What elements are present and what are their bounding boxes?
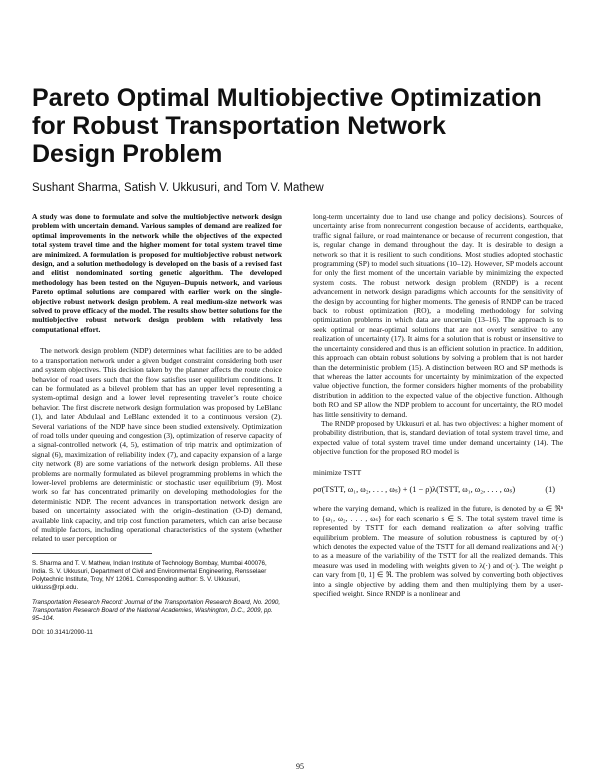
equation-body: ρσ(TSTT, ω₁, ω₂, . . . , ωₛ) + (1 − ρ)λ(TSTT, ω₁, ω₂, . . . , ωₛ) bbox=[313, 484, 516, 494]
left-column bbox=[32, 212, 282, 643]
title-line-2: for Robust Transportation Network bbox=[32, 112, 446, 140]
page-number: 95 bbox=[296, 762, 304, 771]
equation-number: (1) bbox=[545, 484, 555, 494]
title-line-3: Design Problem bbox=[32, 140, 223, 168]
author-affiliations: S. Sharma and T. V. Mathew, Indian Institute of Technology Bombay, Mumbai 400076, India. S. V. Ukkusuri, Department of Civil and Environmental Engineering, Rensselaer Polytechnic Institute, Troy, NY 12061. Corresponding author: S. V. Ukkusuri, ukkuss@rpi.edu. bbox=[32, 559, 267, 592]
body-paragraph-2: The RNDP proposed by Ukkusuri et al. has two objectives: a higher moment of probability distribution, that is, standard deviation of total system travel time, and expected value of total system travel time under demand uncertainty (14). The objective function for the proposed RO model is bbox=[313, 418, 563, 457]
equation-1 bbox=[313, 485, 563, 494]
minimize-label: minimize TSTT bbox=[313, 467, 362, 477]
abstract: A study was done to formulate and solve the multiobjective network design problem with uncertain demand. Various samples of demand are realized for optimal improvements in the network while the objectives of the expected total system travel time and the higher moment for total system travel time are minimized. A formulation is proposed for multiobjective robust network design, and a solution methodology is developed on the basis of a revised fast and elitist nondominated sorting genetic algorithm. The developed methodology has been tested on the Nguyen–Dupuis network, and various Pareto optimal solutions are compared with earlier work on the single-objective robust network design problem. A real medium-size network was solved to prove efficacy of the model. The results show better solutions for the multiobjective robust network design problem with relatively less computational effort. bbox=[32, 212, 282, 334]
paper-title bbox=[32, 84, 572, 168]
doi: DOI: 10.3141/2090-11 bbox=[32, 629, 93, 637]
intro-paragraph: The network design problem (NDP) determines what facilities are to be added to a transportation network under a given budget constraint considering both user and system objectives. This decision taken by the planner affects the route choice behavior of road users such that the flow satisfies user equilibrium conditions. It can be formulated as a bilevel problem that has an upper level representing a system-optimal design and a lower level representing traveler’s route choice behavior. The first discrete network design formulation was proposed by LeBlanc (1), and later Abdulaal and LeBlanc extended it to a continuous version (2). Several variations of the NDP have since been studied extensively. Optimization of road tolls under queuing and congestion (3), optimization of reserve capacity of a signal-controlled network (4, 5), estimation of trip matrix and optimization of signal (6), maximization of reliability index (7), and capacity expansion of a large city network (8) are some variations of the network design problems. All these problems are normally formulated as bilevel programming problems in which the lower-level problems are deterministic or stochastic user equilibrium (9). Most work so far has concentrated primarily on developing methodologies for the deterministic NDP. The recent advances in transportation network design are based on uncertainty associated with the origin–destination (O-D) demand, available link capacity, and trip cost function parameters, which can arise because of multiple factors, including operational characteristics of the system (whether related to user perception or bbox=[32, 346, 282, 544]
author-list: Sushant Sharma, Satish V. Ukkusuri, and Tom V. Mathew bbox=[32, 182, 324, 194]
right-column bbox=[313, 212, 563, 598]
body-paragraph-3: where the varying demand, which is realized in the future, is denoted by ω ∈ ℜⁿ to {ω₁, ω₂, . . . , ωₛ} for each scenario s ∈ S. The total system travel time is represented by TSTT for each demand realization ω after solving traffic equilibrium problem. The measure of solution robustness is captured by σ(·) which denotes the expected value of the TSTT for all demand realizations and λ(·) to as a measure of the variability of the TSTT for all the realized demands. This measure was used in modeling with weights given to λ(·) and σ(·). The weight ρ can vary from [0, 1] ∈ ℜ. The problem was solved by converting both objectives into a single objective by adding them and then multiplying them by a user-specified weight. Since RNDP is a nonlinear and bbox=[313, 504, 563, 599]
footnote-divider bbox=[32, 553, 152, 554]
title-line-1: Pareto Optimal Multiobjective Optimization bbox=[32, 84, 542, 112]
body-paragraph-1: long-term uncertainty due to land use change and policy decisions). Sources of uncertainty arise from nonrecurrent congestion because of accidents, earthquake, traffic signal failure, or road maintenance or because of recurrent congestion, that is, regular change in demand throughout the day. It is desirable to design a network so that it is resilient to such conditions. Most studies adopted stochastic programming (SP) to model such situations (10–12). However, SP models account for only the first moment of the uncertain variable by minimizing the expected system costs. The robust network design problem (RNDP) is a recent advancement in network design paradigms which accounts for the sensitivity of the design by accounting for higher moments. The genesis of RNDP can be traced back to robust optimization (RO), a modeling methodology for solving optimization problems in which data are uncertain (13–16). The approach is to seek optimal or near-optimal solutions that are not overly sensitive to any realization of uncertainty (17). It aims for a solution that is robust or insensitive to the uncertainty considered and thus is an efficient solution in practice. In addition, this approach can obtain robust solutions by solving a problem that is not harder than the deterministic problem (15). A distinction between RO and SP methods is that whereas the latter accounts for uncertainty by minimization of the expected value objective function, the former considers higher moments of the probability distribution in addition to the expected value of the objective function. Although both RO and SP allow the NDP problem to account for uncertainty, the RO model has little sensitivity to demand. bbox=[313, 212, 563, 419]
journal-citation: Transportation Research Record: Journal of the Transportation Research Board, No. 2090, Transportation Research Board of the National Academies, Washington, D.C., 2009, pp. 95–104. bbox=[32, 598, 281, 623]
